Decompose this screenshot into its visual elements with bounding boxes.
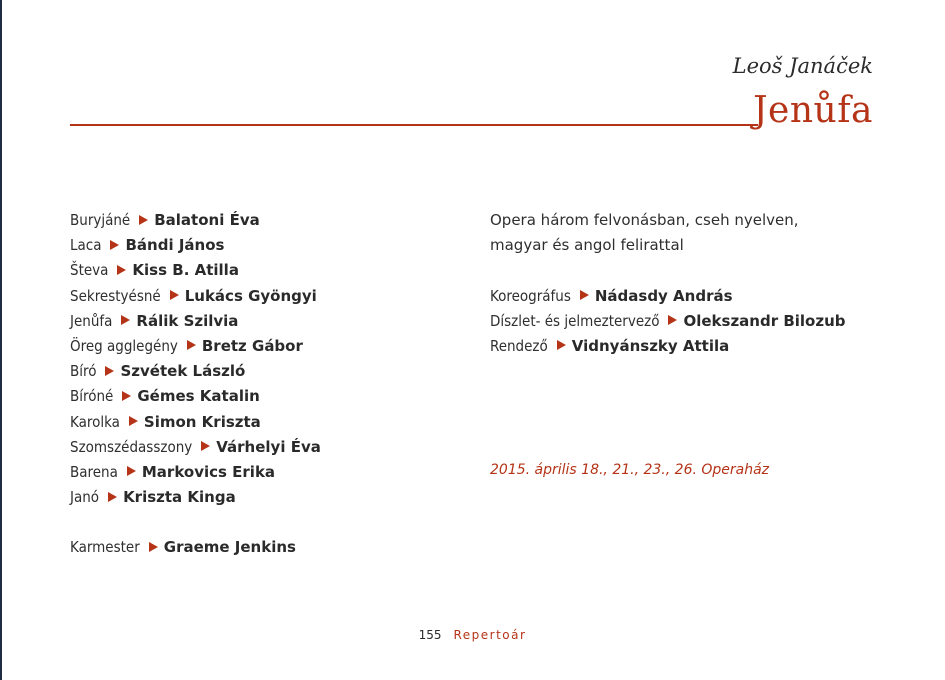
cast-performer: Kriszta Kinga: [123, 488, 236, 507]
spacer: [70, 510, 450, 535]
arrow-icon: [170, 290, 179, 300]
arrow-icon: [149, 542, 158, 552]
cast-row: [70, 208, 450, 233]
cast-performer: Rálik Szilvia: [136, 311, 239, 330]
production-info: [490, 208, 880, 359]
cast-row: [70, 258, 450, 283]
description-line: Opera három felvonásban, cseh nyelven,: [490, 211, 799, 229]
performance-dates: 2015. április 18., 21., 23., 26. Operaház: [490, 462, 770, 478]
page-number: 155: [418, 628, 442, 642]
cast-performer: Gémes Katalin: [137, 387, 260, 406]
cast-row: [70, 309, 450, 334]
creative-name: Vidnyánszky Attila: [571, 336, 730, 355]
cast-row: [70, 359, 450, 384]
cast-performer: Markovics Erika: [141, 462, 276, 481]
arrow-icon: [580, 290, 589, 300]
arrow-icon: [105, 366, 114, 376]
cast-performer: Balatoni Éva: [154, 211, 260, 229]
arrow-icon: [121, 315, 130, 325]
creative-role: Rendező: [490, 336, 548, 355]
cast-row: [70, 284, 450, 309]
page-edge: [0, 0, 2, 680]
cast-role: Buryjáné: [70, 211, 131, 229]
cast-role: Sekrestyésné: [70, 286, 161, 305]
cast-row: [70, 485, 450, 510]
cast-role: Barena: [70, 462, 118, 481]
cast-row: [70, 233, 450, 258]
conductor-name: Graeme Jenkins: [163, 538, 296, 557]
cast-performer: Simon Kriszta: [143, 412, 261, 431]
arrow-icon: [668, 315, 677, 325]
description-line: magyar és angol felirattal: [490, 236, 684, 255]
cast-row: [70, 435, 450, 460]
arrow-icon: [557, 340, 566, 350]
cast-performer: Kiss B. Atilla: [132, 261, 239, 280]
cast-performer: Bándi János: [125, 236, 225, 255]
opera-title: Jenůfa: [753, 90, 873, 131]
cast-row: [70, 334, 450, 359]
arrow-icon: [129, 416, 138, 426]
conductor-role: Karmester: [70, 538, 140, 557]
cast-role: Janó: [70, 488, 100, 507]
arrow-icon: [110, 240, 119, 250]
creative-role: Díszlet- és jelmeztervező: [490, 311, 660, 330]
cast-performer: Bretz Gábor: [201, 336, 303, 355]
conductor-row: [70, 535, 450, 560]
cast-row: [70, 384, 450, 409]
arrow-icon: [127, 466, 136, 476]
cast-role: Laca: [70, 236, 102, 255]
arrow-icon: [187, 340, 196, 350]
cast-row: [70, 410, 450, 435]
creative-name: Nádasdy András: [594, 286, 733, 305]
spacer: [490, 258, 880, 283]
creative-name: Olekszandr Bilozub: [683, 311, 846, 330]
cast-row: [70, 460, 450, 485]
cast-role: Števa: [70, 261, 109, 280]
arrow-icon: [122, 391, 131, 401]
cast-role: Öreg agglegény: [70, 336, 178, 355]
cast-list: [70, 208, 450, 561]
cast-role: Bíró: [70, 362, 97, 381]
cast-role: Szomszédasszony: [70, 437, 193, 456]
page-footer: [0, 628, 945, 642]
title-rule: [70, 124, 758, 126]
arrow-icon: [139, 215, 148, 225]
cast-performer: Várhelyi Éva: [216, 437, 321, 456]
creative-row: [490, 309, 880, 334]
creative-row: [490, 284, 880, 309]
arrow-icon: [201, 441, 210, 451]
arrow-icon: [117, 265, 126, 275]
cast-role: Bíróné: [70, 387, 114, 406]
composer-name: Leoš Janáček: [732, 54, 873, 78]
arrow-icon: [108, 492, 117, 502]
cast-performer: Lukács Gyöngyi: [184, 286, 317, 305]
cast-role: Jenůfa: [70, 311, 113, 330]
cast-role: Karolka: [70, 412, 120, 431]
section-name: Repertoár: [453, 628, 527, 642]
creative-role: Koreográfus: [490, 286, 571, 305]
creative-row: [490, 334, 880, 359]
cast-performer: Szvétek László: [120, 362, 246, 381]
